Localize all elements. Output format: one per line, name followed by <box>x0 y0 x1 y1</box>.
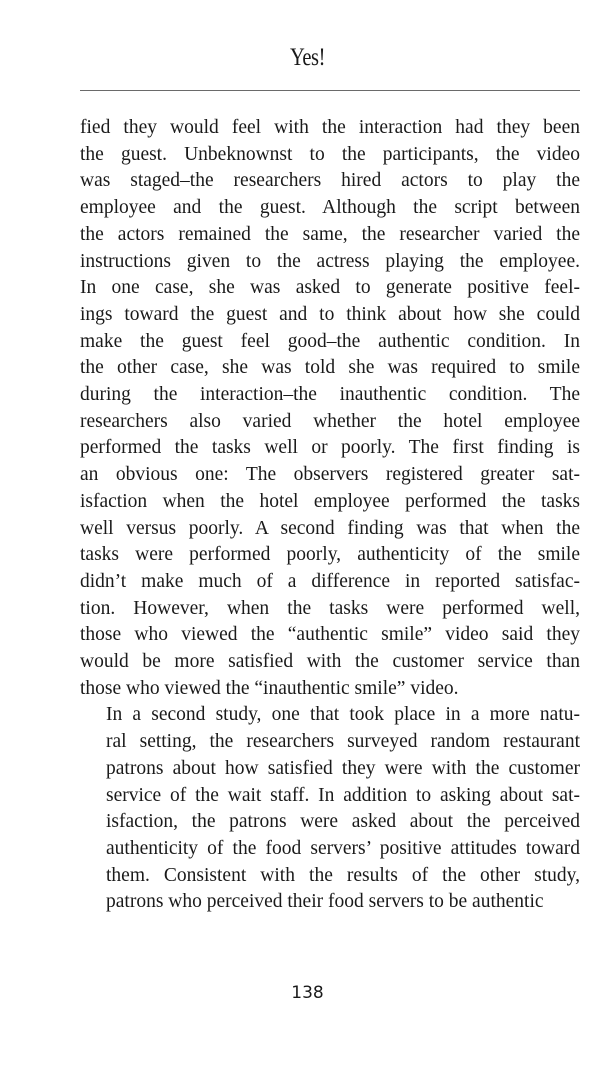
text-line: service of the wait staff. In addition to asking about sat- <box>106 784 580 806</box>
text-line: patrons about how satisfied they were with the customer <box>106 757 580 779</box>
text-line: authenticity of the food servers’ positive attitudes toward <box>106 837 580 859</box>
header-rule <box>80 90 580 91</box>
text-line: tasks were performed poorly, authenticity of the smile <box>80 544 580 566</box>
text-line: employee and the guest. Although the script between <box>80 197 580 219</box>
running-head: Yes! <box>289 44 326 71</box>
body-text <box>80 115 580 916</box>
text-line: well versus poorly. A second finding was that when the <box>80 517 580 539</box>
text-line: researchers also varied whether the hotel employee <box>80 410 580 432</box>
text-line: isfaction when the hotel employee performed the tasks <box>80 490 580 512</box>
text-line: was staged–the researchers hired actors to play the <box>80 170 580 192</box>
text-line: patrons who perceived their food servers to be authentic <box>106 891 544 913</box>
text-line: the other case, she was told she was required to smile <box>80 357 580 379</box>
text-line: them. Consistent with the results of the other study, <box>106 864 580 886</box>
text-line: In one case, she was asked to generate positive feel- <box>80 277 580 299</box>
text-line: the actors remained the same, the researcher varied the <box>80 223 580 245</box>
text-line: would be more satisfied with the customer service than <box>80 651 580 673</box>
text-line: those who viewed the “inauthentic smile” video. <box>80 677 459 699</box>
text-line: ral setting, the researchers surveyed random restaurant <box>106 731 580 753</box>
text-line: an obvious one: The observers registered greater sat- <box>80 464 580 486</box>
paragraph <box>80 115 580 702</box>
text-line: instructions given to the actress playing the employee. <box>80 250 580 272</box>
text-line: the guest. Unbeknownst to the participants, the video <box>80 143 580 165</box>
text-line: fied they would feel with the interaction had they been <box>80 117 580 138</box>
page-number: 138 <box>291 983 324 1003</box>
text-line: performed the tasks well or poorly. The first finding is <box>80 437 580 459</box>
text-line: those who viewed the “authentic smile” video said they <box>80 624 580 646</box>
text-line: In a second study, one that took place in a more natu- <box>106 704 580 726</box>
text-line: make the guest feel good–the authentic condition. In <box>80 330 580 352</box>
paragraph <box>80 702 580 916</box>
text-line: isfaction, the patrons were asked about the perceived <box>106 811 580 833</box>
text-line: didn’t make much of a difference in reported satisfac- <box>80 570 580 592</box>
text-line: tion. However, when the tasks were performed well, <box>80 597 580 619</box>
text-line: ings toward the guest and to think about how she could <box>80 303 580 325</box>
text-line: during the interaction–the inauthentic condition. The <box>80 384 580 406</box>
